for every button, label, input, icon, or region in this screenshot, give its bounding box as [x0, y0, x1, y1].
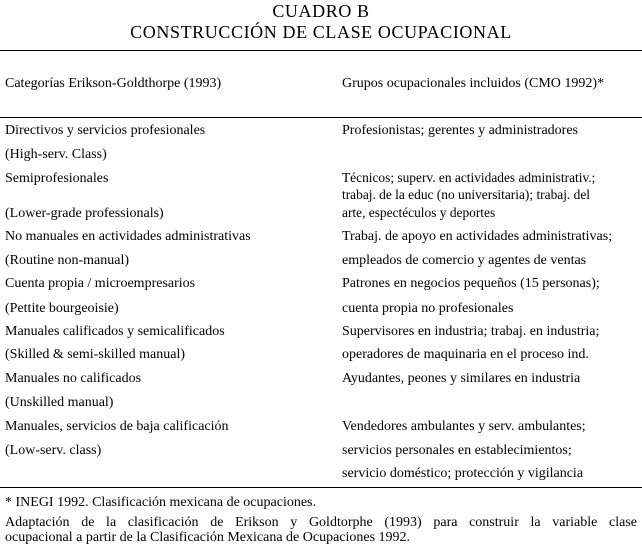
- row-2-category: Semiprofesionales: [5, 171, 109, 186]
- row-7-category: Manuales, servicios de baja calificación: [5, 419, 229, 434]
- row-4-groups-line-1: Patrones en negocios pequeños (15 personas);: [342, 276, 600, 291]
- row-5-category: Manuales calificados y semicalificados: [5, 324, 225, 339]
- row-3-category-english: (Routine non-manual): [5, 253, 130, 268]
- row-6-groups: Ayudantes, peones y similares en industria: [342, 371, 581, 386]
- row-3-groups-line-1: Trabaj. de apoyo en actividades administrativas;: [342, 229, 613, 244]
- row-6-category: Manuales no calificados: [5, 371, 142, 386]
- row-4-category: Cuenta propia / microempresarios: [5, 276, 196, 291]
- row-1-groups: Profesionistas; gerentes y administradores: [342, 123, 579, 138]
- row-2-category-english: (Lower-grade professionals): [5, 206, 164, 221]
- row-1-category-english: (High-serv. Class): [5, 147, 107, 162]
- row-7-groups-line-3: servicio doméstico; protección y vigilancia: [342, 466, 584, 481]
- row-4-groups-line-2: cuenta propia no profesionales: [342, 301, 514, 316]
- row-6-category-english: (Unskilled manual): [5, 395, 114, 410]
- table-label: CUADRO B: [272, 1, 370, 21]
- bottom-rule: [0, 487, 642, 488]
- row-4-category-english: (Pettite bourgeoisie): [5, 301, 119, 316]
- top-rule: [0, 50, 642, 51]
- row-7-category-english: (Low-serv. class): [5, 443, 102, 458]
- footnote-source: * INEGI 1992. Clasificación mexicana de ocupaciones.: [5, 495, 317, 510]
- row-7-groups-line-2: servicios personales en establecimientos;: [342, 443, 572, 458]
- row-5-category-english: (Skilled & semi-skilled manual): [5, 347, 186, 362]
- row-2-groups-line-1: Técnicos; superv. en actividades administrativ.;: [342, 170, 596, 185]
- column-header-categories: Categorías Erikson-Goldthorpe (1993): [5, 76, 222, 91]
- adaptation-note-line-1: Adaptación de la clasificación de Erikson y Goldtorphe (1993) para construir la variable clase: [5, 515, 637, 530]
- row-2-groups-line-3: arte, espectéculos y deportes: [342, 205, 496, 220]
- row-1-category: Directivos y servicios profesionales: [5, 123, 206, 138]
- adaptation-note-line-2: ocupacional a partir de la Clasificación Mexicana de Ocupaciones 1992.: [5, 530, 411, 545]
- column-header-occupational-groups: Grupos ocupacionales incluidos (CMO 1992)*: [342, 76, 605, 91]
- row-3-groups-line-2: empleados de comercio y agentes de ventas: [342, 253, 587, 268]
- table-title: CONSTRUCCIÓN DE CLASE OCUPACIONAL: [130, 22, 512, 42]
- row-2-groups-line-2: trabaj. de la educ (no universitaria); trabaj. del: [342, 187, 590, 202]
- row-5-groups-line-2: operadores de maquinaria en el proceso ind.: [342, 347, 589, 362]
- header-rule: [0, 117, 642, 118]
- row-3-category: No manuales en actividades administrativas: [5, 229, 251, 244]
- row-5-groups-line-1: Supervisores en industria; trabaj. en industria;: [342, 324, 600, 339]
- row-7-groups-line-1: Vendedores ambulantes y serv. ambulantes;: [342, 419, 586, 434]
